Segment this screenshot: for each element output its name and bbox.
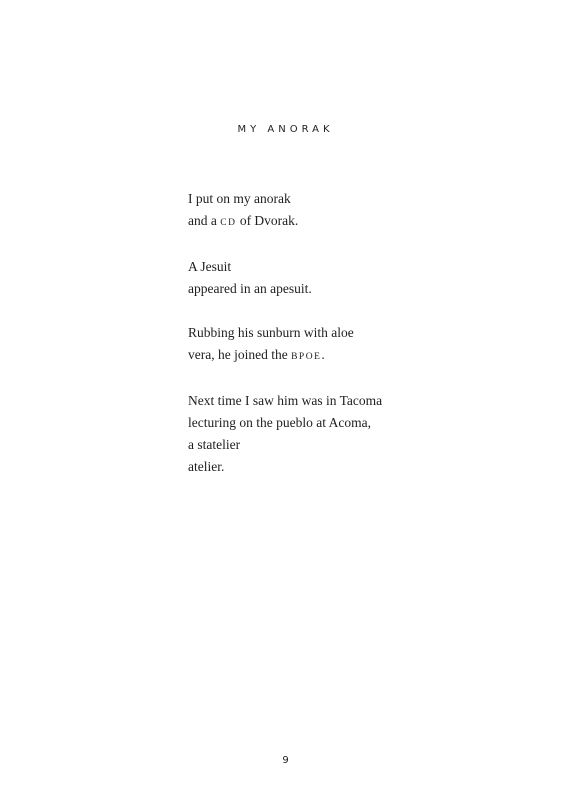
stanza-3 [188, 322, 528, 368]
poem-title: MY ANORAK [237, 124, 334, 135]
stanza-1 [188, 188, 528, 234]
stanza-2 [188, 256, 528, 300]
poem-line: Rubbing his sunburn with aloe [188, 325, 354, 340]
poem-line: A Jesuit [188, 259, 232, 274]
poem-line: a statelier [188, 437, 241, 452]
poem-line: appeared in an apesuit. [188, 281, 312, 296]
poem-line: and a CD of Dvorak. [188, 213, 299, 228]
small-caps-abbreviation: CD [220, 218, 237, 228]
poem-line: lecturing on the pueblo at Acoma, [188, 415, 371, 430]
small-caps-abbreviation: BPOE [291, 352, 322, 362]
poem-line: Next time I saw him was in Tacoma [188, 393, 383, 408]
poem-line: vera, he joined the BPOE. [188, 347, 325, 362]
stanza-4 [188, 390, 528, 478]
poem-body [188, 188, 528, 500]
page-number: 9 [282, 755, 289, 766]
poem-line: atelier. [188, 459, 225, 474]
poem-line: I put on my anorak [188, 191, 291, 206]
